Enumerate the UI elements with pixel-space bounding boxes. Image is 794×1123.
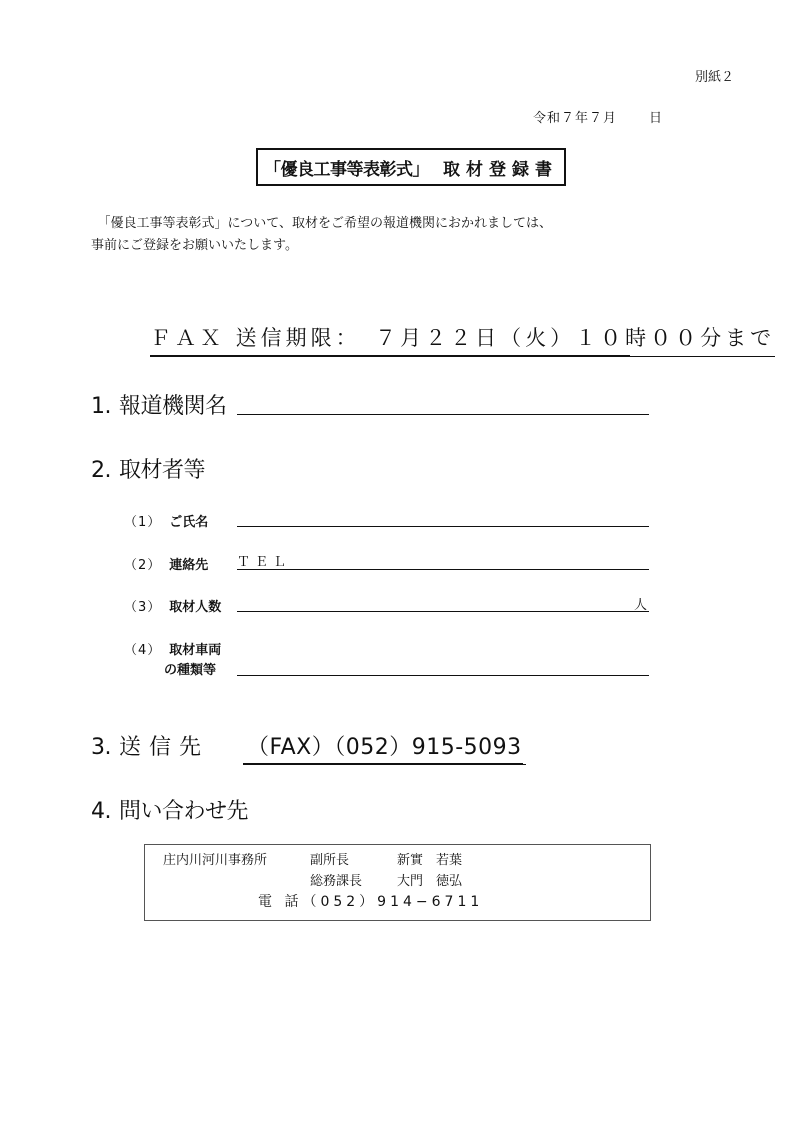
intro-line-1: 「優良工事等表彰式」について、取材をご希望の報道機関におかれましては、 (104, 216, 552, 231)
intro-text (91, 213, 651, 257)
contact-role-2: 総務課長 (310, 874, 363, 889)
item-contact-label (124, 554, 208, 573)
tel-prefix: ＴＥＬ (237, 555, 292, 570)
intro-line-2: 事前にご登録をお願いいたします。 (91, 238, 298, 253)
section-2-heading (91, 453, 205, 484)
annex-label: 別紙２ (694, 70, 734, 85)
fax-deadline-double-underline (150, 355, 630, 356)
headcount-field[interactable] (237, 593, 649, 612)
contact-name-1: 新實 若葉 (397, 853, 463, 868)
section-4-label: 問い合わせ先 (119, 799, 249, 824)
phone-field[interactable] (237, 551, 649, 570)
fax-deadline: ＦＡＸ 送信期限： ７月２２日（火）１０時００分まで (150, 322, 775, 357)
section-1-label: 報道機関名 (119, 394, 227, 419)
section-2-number: 2. (91, 458, 111, 483)
item-contact-text: 連絡先 (169, 558, 209, 573)
fax-destination: （FAX）（052）915-5093 (243, 730, 526, 765)
item-name-label (124, 511, 208, 530)
section-3-number: 3. (91, 735, 111, 760)
section-3-label: 送信先 (119, 735, 210, 760)
date-day-unit: 日 (649, 111, 664, 126)
contact-role-1: 副所長 (310, 853, 350, 868)
item-contact-number: （2） (124, 558, 162, 573)
date-era: 令和７年７月 (533, 111, 618, 126)
date-line (533, 107, 663, 126)
section-4-heading (91, 794, 248, 825)
item-count-label (124, 596, 221, 615)
section-3-heading (91, 730, 209, 761)
name-field[interactable] (237, 508, 649, 527)
item-count-text: 取材人数 (169, 600, 222, 615)
vehicle-field[interactable] (237, 657, 649, 676)
item-name-text: ご氏名 (169, 515, 209, 530)
item-vehicle-text-2: の種類等 (164, 663, 217, 678)
item-vehicle-text-1: 取材車両 (169, 643, 222, 658)
count-unit: 人 (634, 598, 648, 613)
section-2-label: 取材者等 (119, 458, 206, 483)
section-1-number: 1. (91, 394, 111, 419)
item-vehicle-label (124, 639, 221, 658)
contact-phone: 電 話（052）914−6711 (258, 894, 484, 910)
document-title (256, 148, 566, 186)
item-count-number: （3） (124, 600, 162, 615)
title-sub: 取材登録書 (443, 159, 558, 180)
item-vehicle-number: （4） (124, 643, 162, 658)
section-1-heading (91, 389, 227, 420)
contact-name-2: 大門 徳弘 (397, 874, 463, 889)
item-name-number: （1） (124, 515, 162, 530)
fax-destination-double-underline (243, 763, 523, 764)
media-name-field[interactable] (237, 396, 649, 415)
title-main: 「優良工事等表彰式」 (264, 159, 429, 180)
contact-office: 庄内川河川事務所 (163, 853, 268, 868)
section-4-number: 4. (91, 799, 111, 824)
